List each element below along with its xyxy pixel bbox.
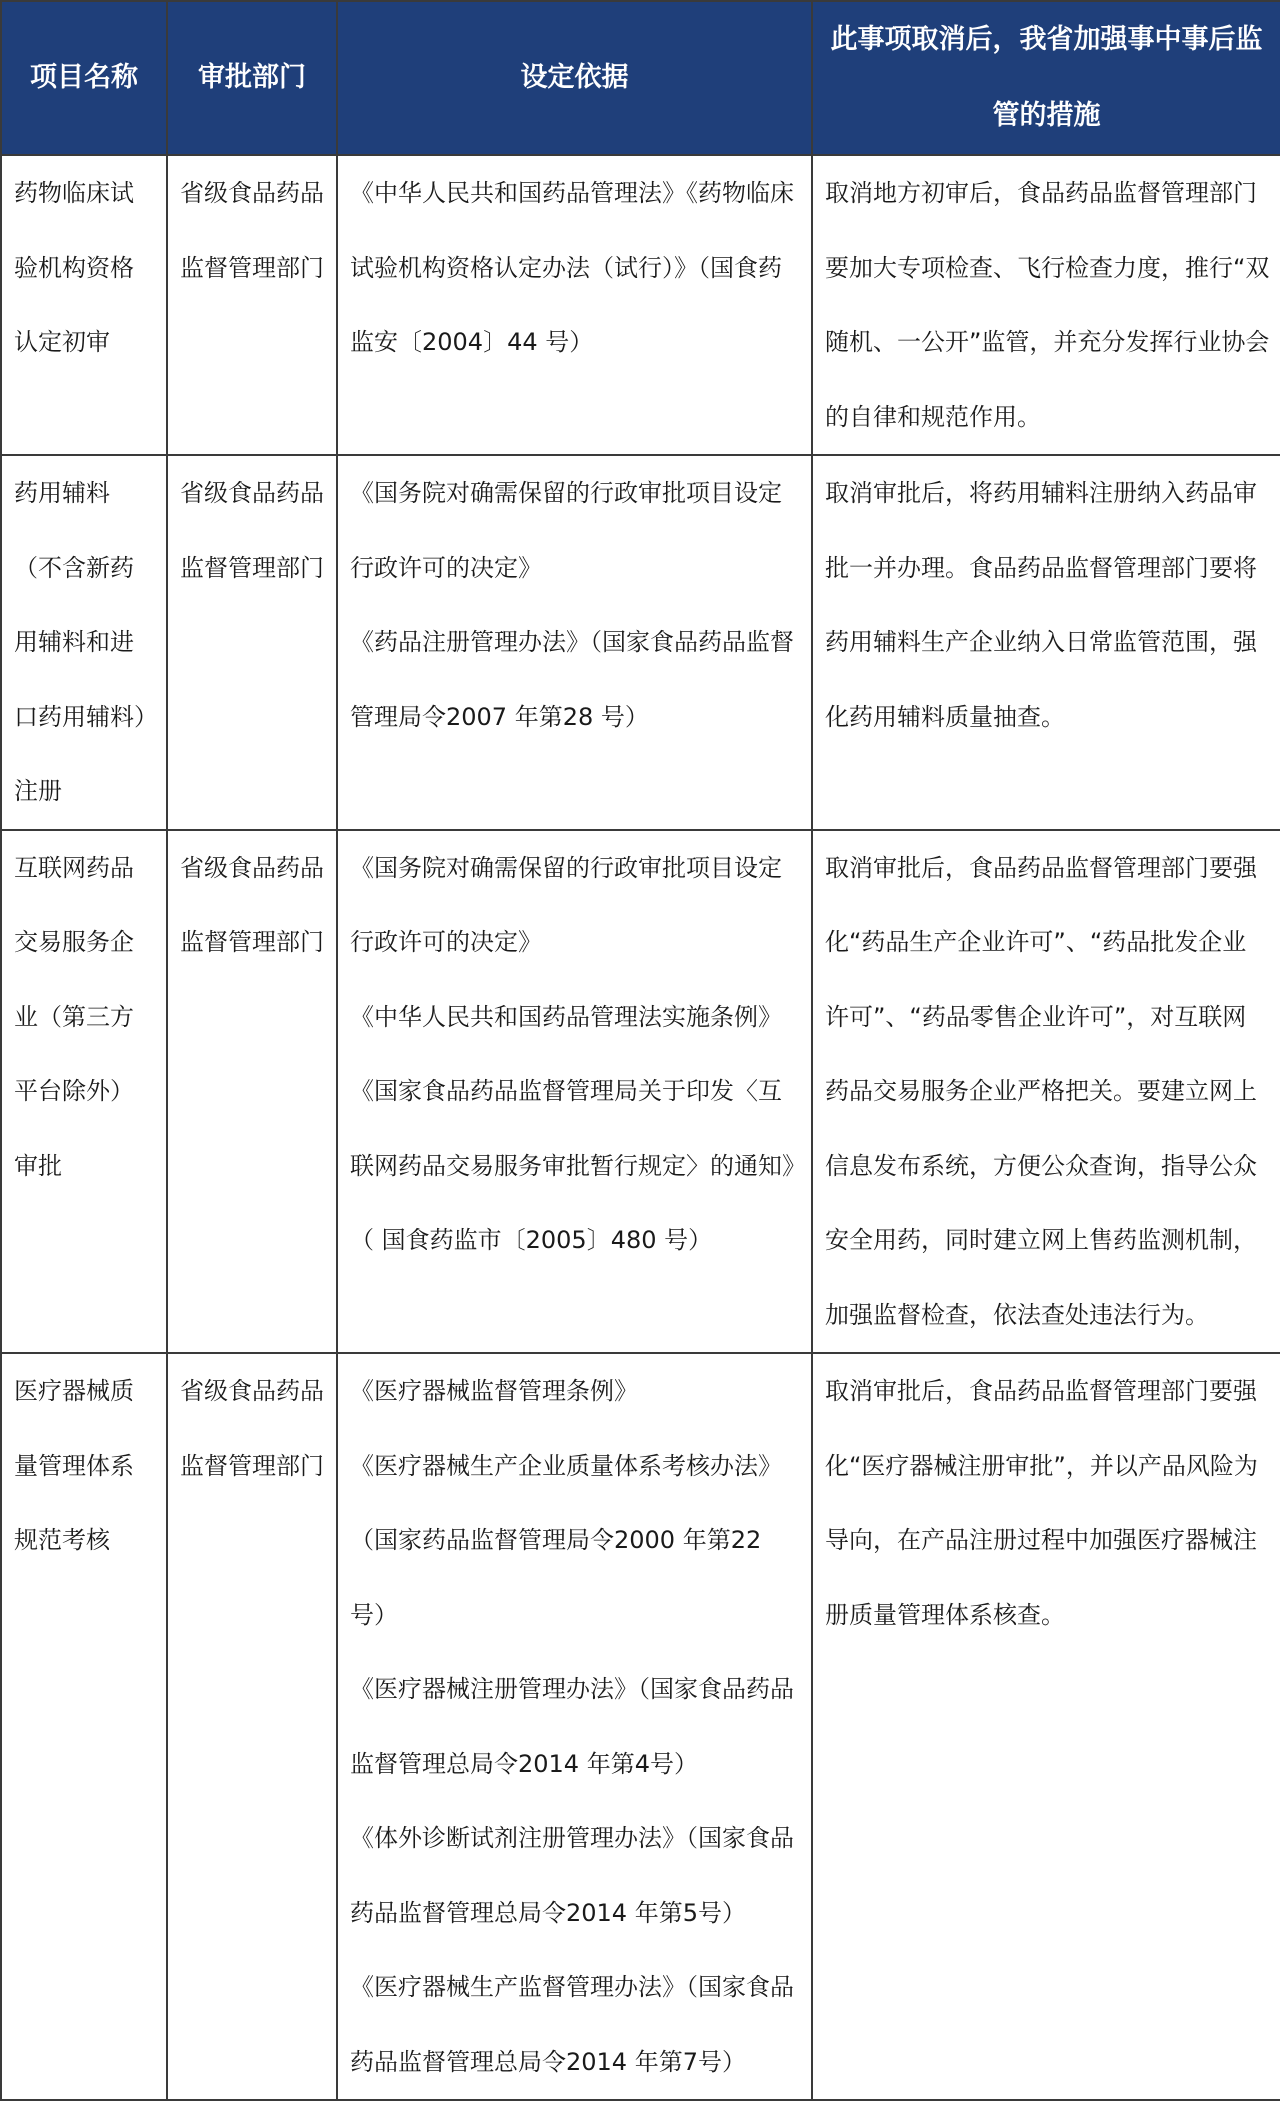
table-row [1,455,1280,830]
basis-paragraph: 《中华人民共和国药品管理法》《药物临床试验机构资格认定办法（试行）》（国食药监安〔2004〕44 号） [350,179,794,356]
table-row [1,830,1280,1354]
basis-paragraph: 《药品注册管理办法》（国家食品药品监督管理局令2007 年第28 号） [350,628,794,731]
cell-supervision-measures: 取消审批后，将药用辅料注册纳入药品审批一并办理。食品药品监督管理部门要将药用辅料生产企业纳入日常监管范围，强化药用辅料质量抽查。 [812,455,1280,830]
header-approval-dept: 审批部门 [167,1,337,155]
cell-legal-basis [337,830,812,1354]
basis-paragraph: 《医疗器械生产企业质量体系考核办法》（国家药品监督管理局令2000 年第22 号） [350,1451,782,1629]
cell-legal-basis [337,155,812,455]
table-row [1,155,1280,455]
basis-paragraph: 《国家食品药品监督管理局关于印发〈互联网药品交易服务审批暂行规定〉的通知》（ 国食药监市〔2005〕480 号） [350,1077,794,1254]
cell-project-name: 药物临床试验机构资格认定初审 [1,155,167,455]
cell-approval-dept: 省级食品药品监督管理部门 [167,830,337,1354]
basis-paragraph: 《体外诊断试剂注册管理办法》（国家食品药品监督管理总局令2014 年第5号） [350,1824,794,1927]
cell-legal-basis [337,1353,812,2100]
basis-paragraph: 《国务院对确需保留的行政审批项目设定行政许可的决定》 [350,479,782,582]
basis-paragraph: 《国务院对确需保留的行政审批项目设定行政许可的决定》 [350,853,782,956]
cell-project-name: 药用辅料（不含新药用辅料和进口药用辅料）注册 [1,455,167,830]
basis-paragraph: 《医疗器械生产监督管理办法》（国家食品药品监督管理总局令2014 年第7号） [350,1973,794,2076]
cell-supervision-measures: 取消审批后，食品药品监督管理部门要强化“药品生产企业许可”、“药品批发企业许可”、“药品零售企业许可”，对互联网药品交易服务企业严格把关。要建立网上信息发布系统，方便公众查询，指导公众安全用药，同时建立网上售药监测机制，加强监督检查，依法查处违法行为。 [812,830,1280,1354]
basis-paragraph: 《医疗器械注册管理办法》（国家食品药品监督管理总局令2014 年第4号） [350,1675,794,1778]
header-project-name: 项目名称 [1,1,167,155]
cell-supervision-measures: 取消审批后，食品药品监督管理部门要强化“医疗器械注册审批”，并以产品风险为导向，在产品注册过程中加强医疗器械注册质量管理体系核查。 [812,1353,1280,2100]
basis-paragraph: 《医疗器械监督管理条例》 [350,1377,638,1405]
header-supervision-measures: 此事项取消后，我省加强事中事后监管的措施 [812,1,1280,155]
cell-legal-basis [337,455,812,830]
table-header-row [1,1,1280,155]
table-row [1,1353,1280,2100]
cell-project-name: 互联网药品交易服务企业（第三方平台除外）审批 [1,830,167,1354]
cell-supervision-measures: 取消地方初审后，食品药品监督管理部门要加大专项检查、飞行检查力度，推行“双随机、一公开”监管，并充分发挥行业协会的自律和规范作用。 [812,155,1280,455]
cell-approval-dept: 省级食品药品监督管理部门 [167,1353,337,2100]
cell-approval-dept: 省级食品药品监督管理部门 [167,455,337,830]
cell-approval-dept: 省级食品药品监督管理部门 [167,155,337,455]
header-legal-basis: 设定依据 [337,1,812,155]
basis-paragraph: 《中华人民共和国药品管理法实施条例》 [350,1002,782,1031]
cell-project-name: 医疗器械质量管理体系规范考核 [1,1353,167,2100]
